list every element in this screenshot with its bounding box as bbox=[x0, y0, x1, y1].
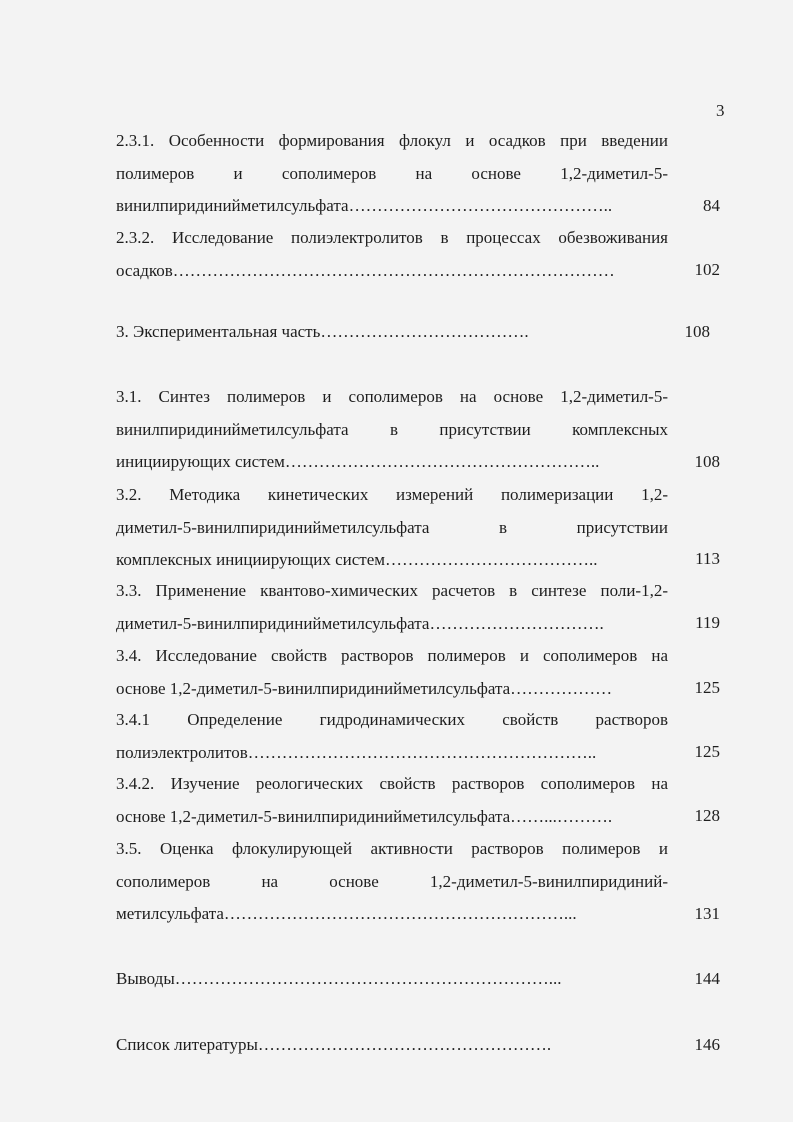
toc-entry-3-4-2 bbox=[116, 768, 668, 833]
toc-entry-2-3-1 bbox=[116, 125, 668, 223]
toc-entry-line: основе 1,2-диметил-5-винилпиридинийметилсульфата……………… bbox=[116, 678, 613, 698]
toc-entry-line: диметил-5-винилпиридинийметилсульфата в присутствии bbox=[116, 517, 668, 537]
toc-entry-2-3-2 bbox=[116, 222, 668, 287]
toc-entry-line: Выводы…………………………………………………………... bbox=[116, 969, 562, 988]
toc-entry-line: винилпиридинийметилсульфата……………………………………….. bbox=[116, 196, 613, 215]
toc-entry-line: полимеров и сополимеров на основе 1,2-диметил-5- bbox=[116, 163, 668, 183]
toc-page-number: 108 bbox=[694, 452, 720, 471]
toc-entry-line: 3.3. Применение квантово-химических расчетов в синтезе поли-1,2- bbox=[116, 581, 668, 600]
toc-page-number: 125 bbox=[694, 742, 720, 761]
toc-entry-line: 3.2. Методика кинетических измерений полимеризации 1,2- bbox=[116, 485, 668, 504]
toc-entry-3-1 bbox=[116, 381, 668, 479]
toc-entry-conclusions bbox=[116, 963, 668, 996]
page-number: 3 bbox=[716, 101, 725, 120]
toc-entry-line: 3.1. Синтез полимеров и сополимеров на основе 1,2-диметил-5- bbox=[116, 387, 668, 406]
toc-entry-line: 3.5. Оценка флокулирующей активности растворов полимеров и bbox=[116, 839, 668, 858]
toc-page-number: 128 bbox=[694, 806, 720, 825]
toc-entry-3-4-1 bbox=[116, 704, 668, 769]
toc-entry-3-5 bbox=[116, 833, 668, 931]
toc-entry-line: 3.4.1 Определение гидродинамических свойств растворов bbox=[116, 710, 668, 729]
toc-entry-line: сополимеров на основе 1,2-диметил-5-винилпиридиний- bbox=[116, 871, 668, 891]
toc-entry-line: 2.3.1. Особенности формирования флокул и осадков при введении bbox=[116, 131, 668, 150]
toc-entry-3-4 bbox=[116, 640, 668, 705]
toc-entry-line: инициирующих систем……………………………………………….. bbox=[116, 452, 600, 471]
toc-entry-line: 3.4. Исследование свойств растворов полимеров и сополимеров на bbox=[116, 646, 668, 665]
toc-entry-line: диметил-5-винилпиридинийметилсульфата…………………………. bbox=[116, 613, 604, 633]
toc-entry-references bbox=[116, 1029, 668, 1062]
toc-entry-3-3 bbox=[116, 575, 668, 640]
toc-entry-line: 3. Экспериментальная часть………………………………. bbox=[116, 322, 529, 341]
toc-entry-line: осадков…………………………………………………………………… bbox=[116, 260, 615, 280]
toc-entry-line: Список литературы……………………………………………. bbox=[116, 1035, 552, 1054]
toc-entry-line: комплексных инициирующих систем……………………………….. bbox=[116, 550, 598, 569]
toc-page-number: 131 bbox=[694, 904, 720, 923]
toc-entry-line: 2.3.2. Исследование полиэлектролитов в процессах обезвоживания bbox=[116, 228, 668, 247]
toc-entry-line: винилпиридинийметилсульфата в присутствии комплексных bbox=[116, 419, 668, 439]
toc-entry-line: метилсульфата……………………………………………………... bbox=[116, 904, 577, 923]
toc-page-number: 84 bbox=[703, 196, 720, 215]
toc-entry-line: 3.4.2. Изучение реологических свойств растворов сополимеров на bbox=[116, 774, 668, 793]
toc-page-number: 119 bbox=[695, 613, 720, 632]
toc-page-number: 146 bbox=[694, 1035, 720, 1054]
toc-page-number: 102 bbox=[694, 260, 720, 279]
toc-entry-3-2 bbox=[116, 479, 668, 577]
toc-entry-line: основе 1,2-диметил-5-винилпиридинийметилсульфата……...………. bbox=[116, 806, 613, 826]
toc-page-number: 125 bbox=[694, 678, 720, 697]
toc-page-number: 144 bbox=[694, 969, 720, 988]
toc-entry-line: полиэлектролитов…………………………………………………….. bbox=[116, 742, 597, 762]
toc-page-number: 108 bbox=[684, 322, 710, 341]
toc-page-number: 113 bbox=[695, 549, 720, 568]
toc-entry-3 bbox=[116, 316, 668, 349]
